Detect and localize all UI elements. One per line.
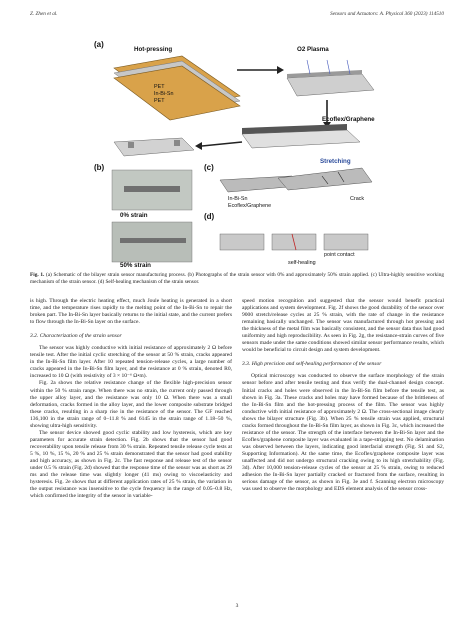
left-paragraph-2: The sensor was highly conductive with initial resistance of approximately 2 Ω before tensile test. After the initial cyclic stretching of the sensor at 50 % strain, cracks appeared in the In-Bi-Sn film layer. After 10 repeated tension-release cycles, a large number of cracks appeared in the In-Bi-Sn film layer, and the resistance at 0 % strain, denoted R0, increased to 10 Ω (with resistivity of 3 × 10⁻⁶ Ω•m). [30,345,232,380]
self-healing-illustration [220,234,368,250]
running-header-journal: Sensors and Actuators: A. Physical 360 (2023) 114510 [330,11,444,17]
label-in-bi-sn-c: In-Bi-Sn [228,196,248,202]
ecoflex-film-illustration [242,124,360,148]
label-50-strain: 50% strain [120,262,151,269]
process-arrow-left [202,142,242,146]
label-0-strain: 0% strain [120,212,148,219]
mechanism-illustration [220,168,372,192]
label-ecoflex-c: Ecoflex/Graphene [228,203,272,209]
label-o2-plasma: O2 Plasma [297,46,329,53]
figure-1 [92,38,382,268]
running-header-authors: Z. Zhen et al. [30,11,58,17]
page-number: 3 [235,603,239,609]
plasma-film-illustration [287,60,374,96]
final-sensor-illustration [114,138,194,156]
left-paragraph-3: Fig. 2a shows the relative resistance change of the flexible high-precision sensor within the 50 % strain range. When there was no strain, the current only passed through the upper alloy layer, and the resistance was only 10 Ω. When there was a small deformation, cracks formed in the alloy layer, and the lower composite substrate bridged these cracks, resulting in a sharp rise in the resistance of the sensor. The GF reached 136,100 in the strain range of 0–11.8 % and 6145 in the strain range of 1.18–50 %, showing ultra-high sensitivity. [30,380,232,429]
panel-label-a: (a) [94,40,104,49]
right-column [242,298,444,493]
label-crack: Crack [350,196,365,202]
left-paragraph-4: The sensor device showed good cyclic stability and low hysteresis, which are key parameters for accurate strain detection. Fig. 2b shows that the sensor had good recoverability upon tensile release from 30 % strain. Repeated tensile release cycle tests at 5 %, 10 %, 15 %, 20 % and 25 % strain demonstrated that the sensor had good stability and high accuracy, as shown in Fig. 2c. The fast response and release test of the sensor under 0.5 % strain (Fig. 2d) showed that the response time of the sensor was as short as 29 ms and the release time was slightly longer (41 ms) owing to viscoelasticity and hysteresis. Fig. 2e shows that at different application rates of 25 % strain, the variation in the output resistance was insensitive to the cycle frequency in the range of 0.05–0.8 Hz, which confirmed the integrity of the sensor in variable- [30,429,232,500]
label-pet-top: PET [154,84,165,90]
panel-label-b: (b) [94,163,105,172]
label-point-contact: point contact [324,252,355,258]
figure-caption [30,272,444,285]
panel-label-d: (d) [204,212,215,221]
panel-label-c: (c) [204,163,214,172]
figure-1-artwork [92,38,382,268]
label-hot-pressing: Hot-pressing [134,46,173,53]
caption-label: Fig. 1. [30,272,45,278]
label-self-healing: self-healing [288,260,316,266]
layer-stack-illustration [114,56,240,120]
section-heading-3-2: 3.2. Characterization of the strain sensor [30,333,122,340]
right-paragraph-1: speed motion recognition and suggested that the sensor would benefit practical applications and system development. Fig. 2f shows the good durability of the sensor over 9000 stretch/release cycles at 25 % strain, with the rate of change in the resistance remaining basically unchanged. The sensor was manufactured through hot pressing and the thickness of the metal film was basically consistent, and the sensor data thus had good uniformity and high reproducibility. As seen in Fig. 2g, the resistance-strain curves of five sensors made under the same conditions showed similar sensor performance results, which would be beneficial to circuit design and system development. [242,298,444,354]
left-column [30,298,232,500]
section-heading-3-3: 3.3. High precision and self-healing performance of the sensor [242,361,382,368]
left-paragraph-1: is high. Through the electric heating effect, much Joule heating is generated in a short time, and the temperature rises rapidly to the melting point of the In-Bi-Sn to repair the broken part. The In-Bi-Sn layer basically returns to the initial state, and the current prefers to flow through the In-Bi-Sn layer on the surface. [30,298,232,326]
label-in-bi-sn: In-Bi-Sn [154,91,174,97]
caption-text: (a) Schematic of the bilayer strain sensor manufacturing process. (b) Photographs of the strain sensor with 0% and approximately 50% strain applied. (c) Ultra-highly sensitive working mechanism of the strain sensor. (d) Self-healing mechanism of the strain sensor. [30,272,444,285]
label-ecoflex-graphene: Ecoflex/Graphene [322,116,375,123]
label-pet-bottom: PET [154,98,165,104]
right-paragraph-2: Optical microscopy was conducted to observe the surface morphology of the strain sensor before and after tensile testing and thus verify the dual-channel design concept. Initial cracks and holes were observed in the In-Bi-Sn film before the tensile test, as shown in Fig. 3a. These cracks and holes may have formed because of the brittleness of the In-Bi-Sn film and the hot-pressing process of the film. The sensor was highly conductive with initial resistance of approximately 2 Ω. The cross-sectional image clearly shows the bilayer structure (Fig. 3b). When 25 % tensile strain was applied, structural cracks formed throughout the In-Bi-Sn film layer, as shown in Fig. 3c, which increased the resistance of the sensor. The strength of the interface between the In-Bi-Sn layer and the Ecoflex/graphene composite layer was evaluated in a tape-stripping test. No delamination was observed between the layers, indicating good interfacial strength (Fig. S1 and S2, Supporting Information). At the same time, the Ecoflex/graphene composite layer was unaffected and did not undergo structural cracking owing to its high stretchability (Fig. 3d). After 10,000 tension-release cycles of the sensor at 25 % strain, owing to reduced adhesion the In-Bi-Sn layer partially cracked or fractured from the surface, resulting in serious damage of the sensor, as shown in Fig. 3e and f. Scanning electron microscopy was used to observe the morphology and EDS element analysis of the sensor cross- [242,373,444,493]
label-stretching: Stretching [320,158,351,165]
